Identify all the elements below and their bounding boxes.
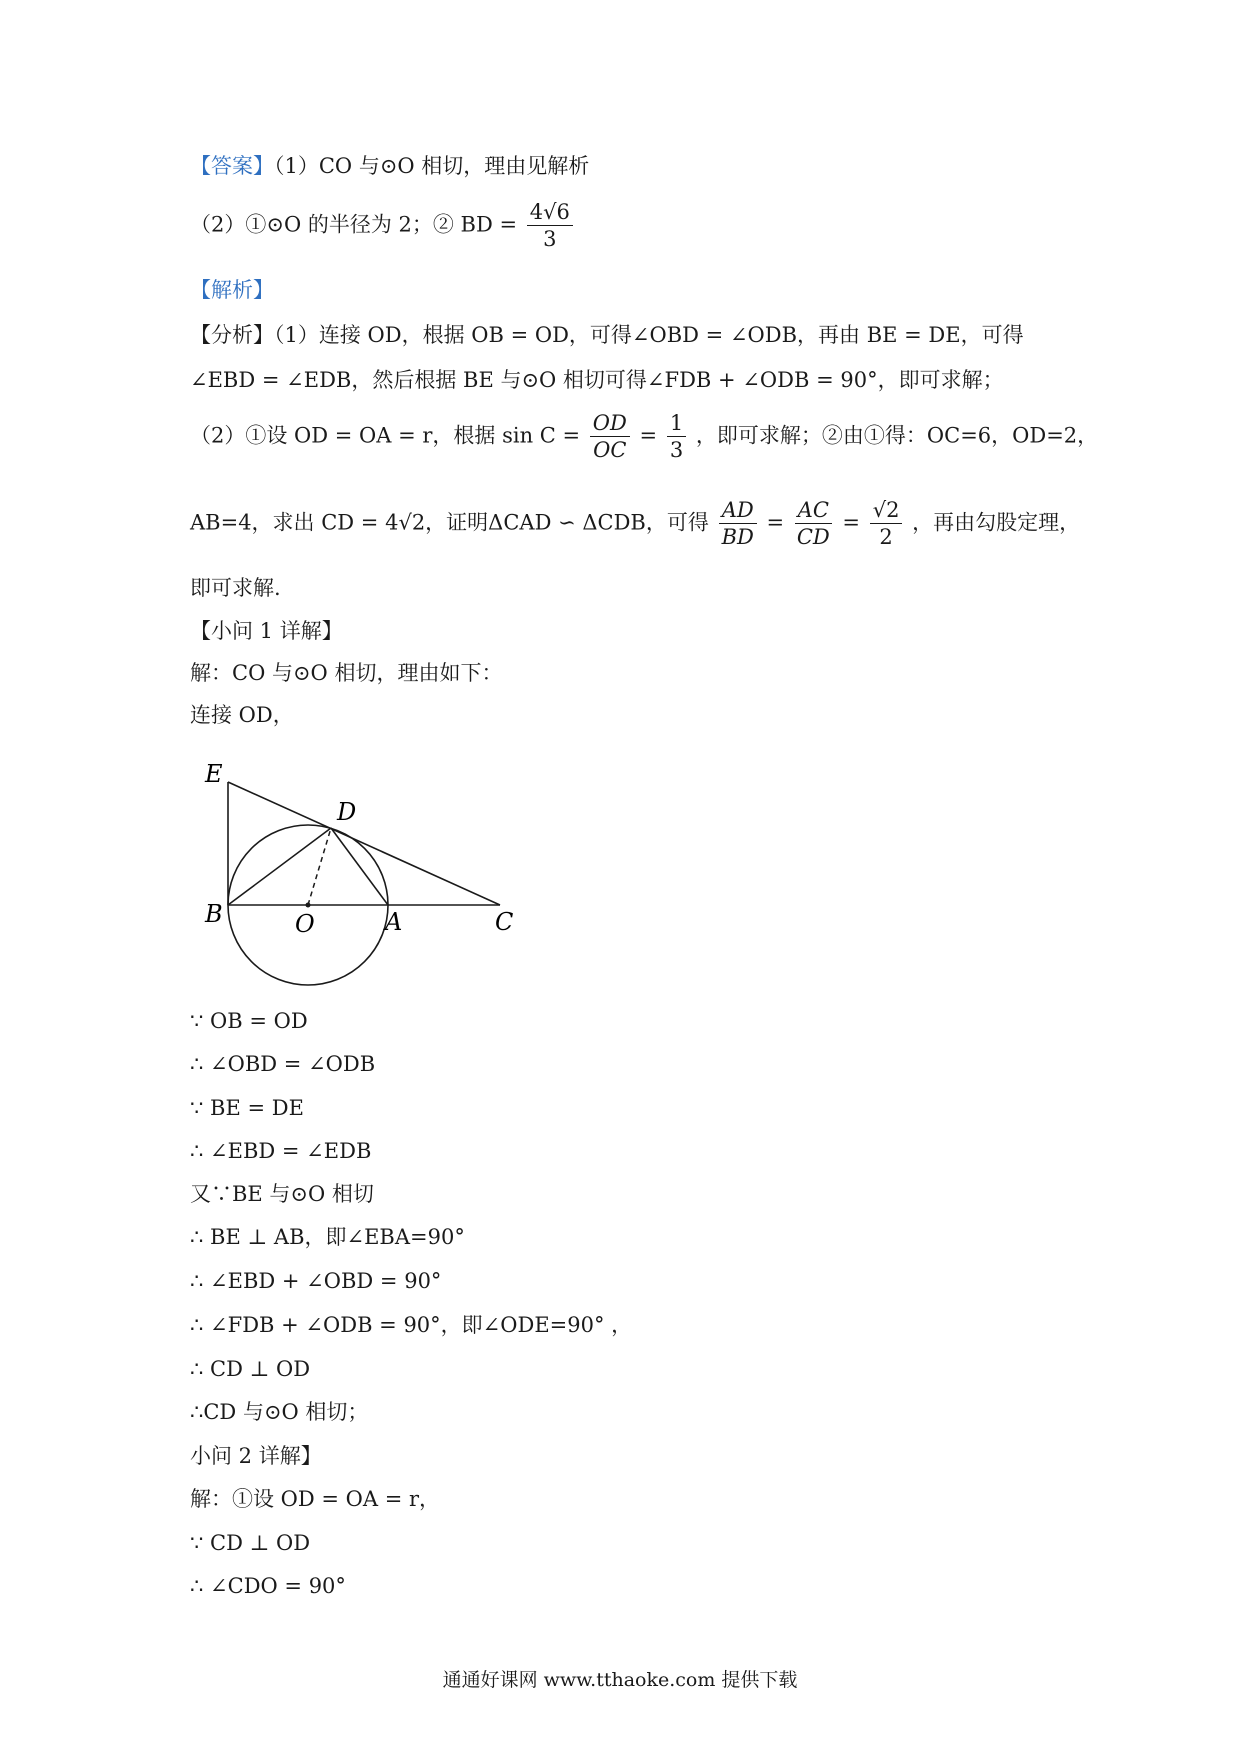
label-o: O — [295, 910, 315, 938]
proof-line-4: ∴ ∠EBD = ∠EDB — [190, 1139, 372, 1163]
analysis-p2 — [190, 413, 1098, 461]
label-a: A — [385, 908, 403, 936]
sin-value-numerator: 1 — [667, 413, 686, 437]
analysis-p4: 即可求解. — [190, 576, 281, 600]
sin-numerator: OD — [590, 413, 630, 437]
proof-line-10: ∴CD 与⊙O 相切； — [190, 1400, 369, 1424]
line-od-dashed — [308, 828, 331, 905]
line-da — [331, 828, 388, 905]
analysis-p1b: ∠EBD = ∠EDB，然后根据 BE 与⊙O 相切可得∠FDB + ∠ODB = 90°，即可求解； — [190, 368, 1004, 392]
q1-tag: 【小问 1 详解】 — [190, 619, 343, 643]
q2-line-3: ∴ ∠CDO = 90° — [190, 1574, 346, 1598]
bd-fraction — [527, 202, 573, 250]
line-bd — [228, 828, 331, 905]
q2-line-2: ∵ CD ⊥ OD — [190, 1531, 311, 1555]
proof-line-9: ∴ CD ⊥ OD — [190, 1357, 311, 1381]
sin-value-denominator: 3 — [669, 438, 684, 462]
q2-tag: 小问 2 详解】 — [190, 1444, 322, 1468]
sin-equals: = — [639, 423, 658, 448]
label-c: C — [495, 908, 514, 936]
ratio-ac-cd-den: CD — [796, 525, 830, 549]
ratio-ad-bd-den: BD — [721, 525, 754, 549]
q1-line-1: 解：CO 与⊙O 相切，理由如下： — [190, 661, 503, 685]
ratio-ac-cd-num: AC — [795, 500, 832, 524]
analysis-p2-prefix: （2）①设 OD = OA = r，根据 sin C = — [190, 423, 581, 448]
point-o — [306, 903, 311, 908]
page-footer: 通通好课网 www.tthaoke.com 提供下载 — [442, 1669, 798, 1691]
label-d: D — [337, 798, 357, 826]
answer-part-1: （1）CO 与⊙O 相切，理由见解析 — [274, 154, 590, 178]
label-b: B — [205, 900, 223, 928]
ratio-sqrt2-2 — [870, 500, 903, 548]
bd-numerator: 4√6 — [527, 202, 573, 226]
ratio-ad-bd — [719, 500, 757, 548]
proof-line-6: ∴ BE ⊥ AB，即∠EBA=90° — [190, 1225, 465, 1249]
sin-denominator: OC — [593, 438, 627, 462]
answer-tag: 【答案】 — [190, 154, 274, 178]
q2-line-1: 解：①设 OD = OA = r， — [190, 1487, 441, 1511]
answer-line-2 — [190, 202, 576, 250]
ratio-ac-cd — [794, 500, 833, 548]
analysis-p1a: 【分析】（1）连接 OD，根据 OB = OD，可得∠OBD = ∠ODB，再由 BE = DE，可得 — [190, 323, 1024, 347]
bd-denominator: 3 — [543, 227, 557, 251]
sin-fraction — [590, 413, 630, 461]
ratio-equals-1: = — [766, 510, 785, 535]
proof-line-5: 又∵BE 与⊙O 相切 — [190, 1182, 374, 1206]
analysis-p3 — [190, 500, 1080, 548]
answer-line-1 — [190, 156, 589, 177]
analysis-p3-prefix: AB=4，求出 CD = 4√2，证明ΔCAD ∽ ΔCDB，可得 — [190, 510, 709, 535]
proof-line-3: ∵ BE = DE — [190, 1096, 304, 1120]
ratio-equals-2: = — [842, 510, 861, 535]
ratio-sqrt2-den: 2 — [879, 525, 893, 549]
analysis-p2-suffix: ，即可求解；②由①得：OC=6，OD=2， — [695, 423, 1099, 448]
q1-line-2: 连接 OD， — [190, 703, 294, 727]
proof-line-8: ∴ ∠FDB + ∠ODB = 90°，即∠ODE=90° ， — [190, 1313, 633, 1337]
sin-value-fraction — [667, 413, 686, 461]
proof-line-1: ∵ OB = OD — [190, 1009, 308, 1033]
analysis-tag: 【解析】 — [190, 278, 274, 302]
proof-line-2: ∴ ∠OBD = ∠ODB — [190, 1052, 376, 1076]
proof-line-7: ∴ ∠EBD + ∠OBD = 90° — [190, 1269, 442, 1293]
ratio-sqrt2-num: √2 — [870, 500, 903, 524]
answer-part-2: （2）①⊙O 的半径为 2；② BD = — [190, 212, 518, 237]
analysis-p3-suffix: ，再由勾股定理， — [912, 510, 1081, 535]
ratio-ad-bd-num: AD — [719, 500, 757, 524]
label-e: E — [205, 760, 223, 788]
geometry-figure — [195, 752, 525, 992]
line-ec — [228, 782, 500, 905]
